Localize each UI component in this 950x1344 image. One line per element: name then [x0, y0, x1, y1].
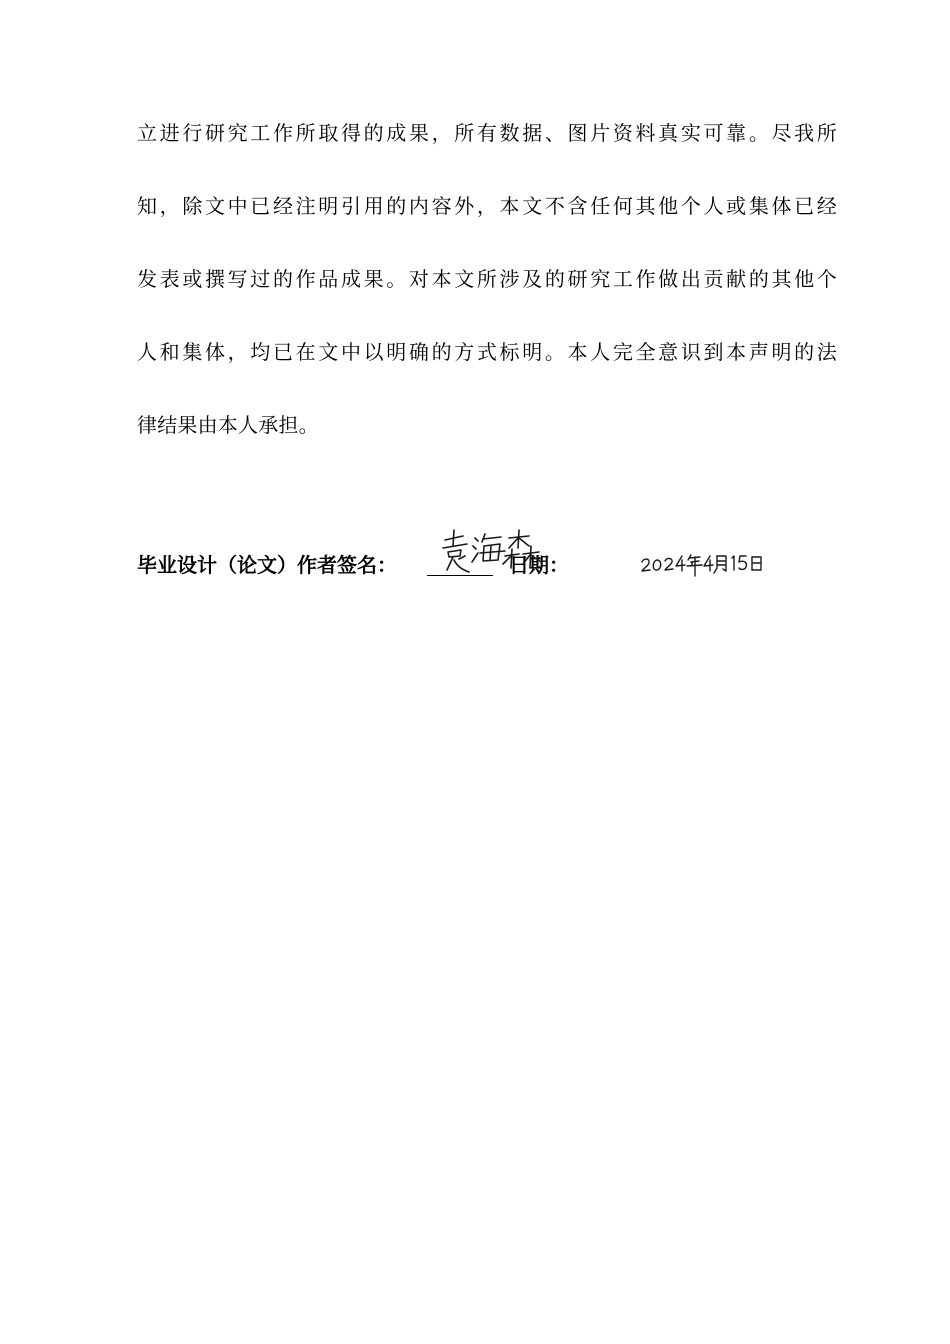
- declaration-line-1: 立进行研究工作所取得的成果，所有数据、图片资料真实可靠。尽我所: [137, 121, 837, 145]
- declaration-line-4: 人和集体，均已在文中以明确的方式标明。本人完全意识到本声明的法: [137, 340, 837, 364]
- signature-row: [137, 548, 837, 582]
- date-label: 日期：: [509, 553, 569, 577]
- author-signature-label: 毕业设计（论文）作者签名：: [137, 553, 397, 577]
- declaration-line-3: 发表或撰写过的作品成果。对本文所涉及的研究工作做出贡献的其他个: [137, 267, 837, 291]
- declaration-line-2: 知，除文中已经注明引用的内容外，本文不含任何其他个人或集体已经: [137, 194, 837, 218]
- declaration-paragraph: [137, 121, 837, 486]
- handwritten-date: [639, 550, 769, 578]
- declaration-line-5: 律结果由本人承担。: [137, 413, 319, 437]
- handwritten-signature: [439, 526, 549, 582]
